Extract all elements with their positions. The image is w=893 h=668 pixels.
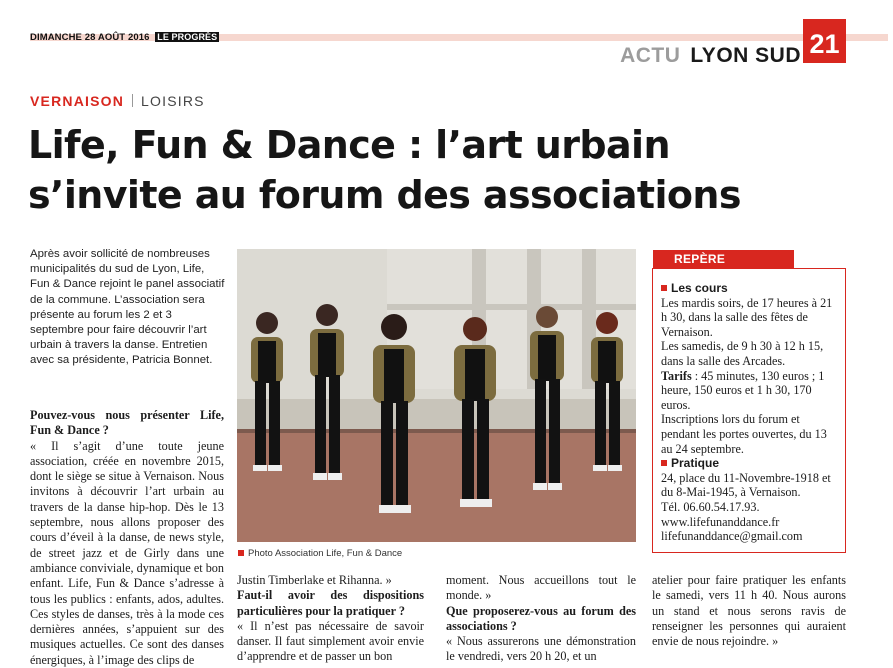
answer-2: « Il n’est pas nécessaire de savoir danser. Il faut simplement avoir envie d’apprendre et de passer un bon: [237, 618, 424, 664]
question-1: Pouvez-vous nous présenter Life, Fun & Dance ?: [30, 408, 224, 438]
kicker: [30, 93, 205, 109]
repere-tab: REPÈRE: [653, 250, 794, 268]
pratique-square-icon: [661, 460, 667, 466]
article-column-4: [652, 573, 846, 649]
inscriptions: Inscriptions lors du forum et pendant les portes ouvertes, du 13 au 24 septembre.: [661, 412, 827, 456]
pratique-heading: [661, 456, 837, 471]
cours-samedi: Les samedis, de 9 h 30 à 12 h 15, dans la salle des Arcades.: [661, 339, 824, 368]
tarifs-text: : 45 minutes, 130 euros ; 1 heure, 150 euros et 1 h 30, 170 euros.: [661, 368, 825, 412]
tarifs-label: Tarifs: [661, 368, 692, 383]
phone: Tél. 06.60.54.17.93.: [661, 499, 760, 514]
dancers-photo-illustration: [237, 249, 636, 542]
repere-box: [652, 268, 846, 553]
caption-text: Photo Association Life, Fun & Dance: [248, 548, 403, 559]
address: 24, place du 11-Novembre-1918 et du 8-Mai-1945, à Vernaison.: [661, 470, 831, 500]
answer-3: « Nous assurerons une démonstration le vendredi, vers 20 h 20, et un: [446, 634, 636, 664]
article-column-1: [30, 408, 224, 668]
article-headline: [28, 120, 868, 220]
answer-3-end: atelier pour faire pratiquer les enfants le samedi, vers 11 h 40. Nous aurons un stand et nous serons ravis de renseigner les personnes qui auraient envie de nous rejoindre. »: [652, 573, 846, 649]
dateline: [30, 32, 219, 43]
article-lead: Après avoir sollicité de nombreuses municipalités du sud de Lyon, Life, Fun & Dance rejoint le panel associatif de la commune. L’association sera présente au forum les 2 et 3 septembre pour faire découvrir l’art urbain à travers la danse. Entretien avec sa présidente, Patricia Bonnet.: [30, 248, 225, 367]
pratique-title: Pratique: [671, 456, 720, 471]
question-3: Que proposerez-vous au forum des associations ?: [446, 603, 636, 633]
article-column-2: [237, 573, 424, 665]
answer-1: « Il s’agit d’une toute jeune association, créée en novembre 2015, dont le siège se situe à Vernaison. Nous invitons à découvrir l’art urbain au travers de la danse hip-hop. Dès le 13 septembre, nous allons proposer des cours d’éveil à la danse, de news style, de street jazz et de Girly dans une ambiance conviviale, dynamique et bon enfant. Life, Fun & Dance s’adresse à tous les publics : enfants, ados, adultes. Ces styles de danses, très à la mode ces dernières années, s’appuient sur des musiques actuelles. Ce sont des danses énergiques, à l’image des clips de: [30, 438, 224, 667]
section-label: [620, 44, 801, 68]
cours-square-icon: [661, 285, 667, 291]
answer-1-end: Justin Timberlake et Rihanna. »: [237, 573, 392, 587]
tarifs: [661, 369, 837, 413]
article-photo: [237, 249, 636, 542]
website-link[interactable]: www.lifefunanddance.fr: [661, 514, 780, 529]
article-column-3: [446, 573, 636, 665]
headline-line-2: s’invite au forum des associations: [28, 173, 741, 217]
cours-heading: [661, 281, 837, 296]
newspaper-logo: LE PROGRÈS: [157, 32, 218, 42]
kicker-rubric: LOISIRS: [141, 93, 205, 109]
email-link[interactable]: lifefunanddance@gmail.com: [661, 529, 803, 544]
caption-square-icon: [238, 550, 244, 556]
page-header: [0, 0, 893, 67]
kicker-divider: [132, 94, 133, 107]
page-number: 21: [803, 19, 846, 63]
answer-2-end: moment. Nous accueillons tout le monde. »: [446, 573, 636, 603]
cours-mardi: Les mardis soirs, de 17 heures à 21 h 30, dans la salle des fêtes de Vernaison.: [661, 295, 833, 339]
cours-title: Les cours: [671, 281, 728, 295]
photo-caption: [238, 548, 402, 559]
section-actu: ACTU: [620, 44, 681, 67]
issue-date: DIMANCHE 28 AOÛT 2016: [30, 32, 150, 43]
kicker-location: VERNAISON: [30, 93, 125, 109]
headline-line-1: Life, Fun & Dance : l’art urbain: [28, 123, 670, 167]
section-edition: LYON SUD: [690, 44, 801, 67]
question-2: Faut-il avoir des dispositions particulières pour la pratiquer ?: [237, 588, 424, 618]
